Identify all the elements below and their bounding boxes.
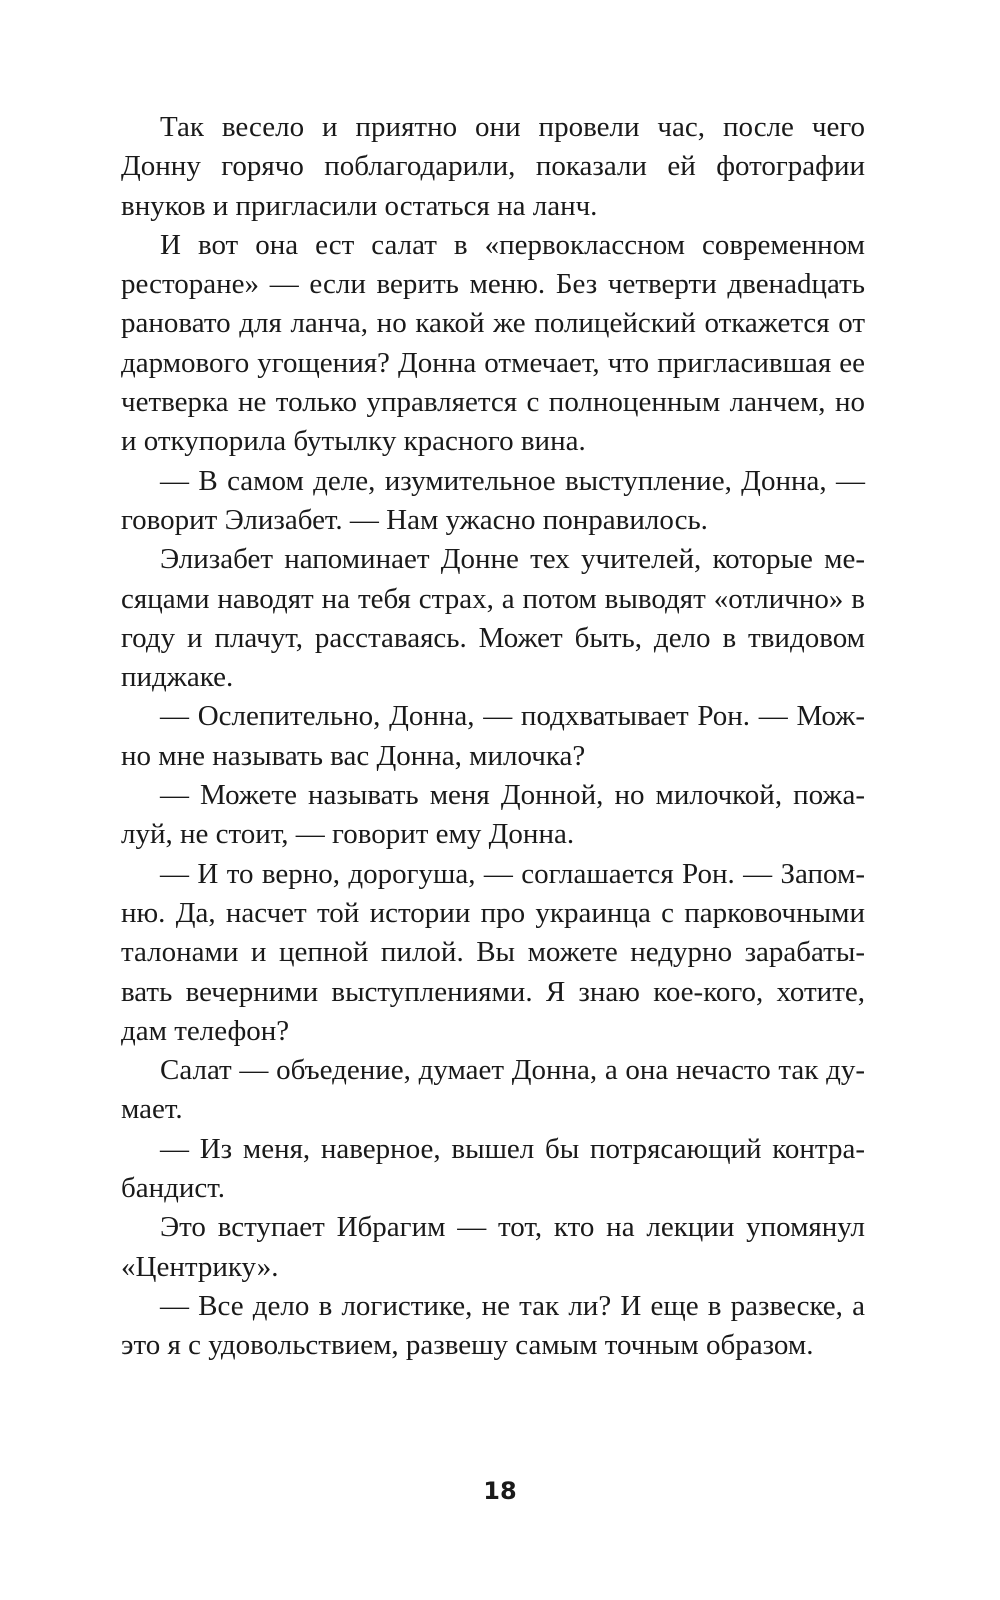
dialogue-paragraph: — В самом деле, изумительное выступление, Донна, — говорит Элизабет. — Нам ужасно понравилось. bbox=[121, 464, 865, 536]
dialogue-paragraph: — Ослепительно, Донна, — подхватывает Рон. — Можно мне называть вас Донна, милочка? bbox=[121, 700, 865, 772]
paragraph: Так весело и приятно они провели час, после чего Донну горячо поблагодарили, показали ей фотографии внуков и пригласили остаться на ланч. bbox=[121, 111, 865, 222]
dialogue-paragraph: — Можете называть меня Донной, но милочкой, пожалуй, не стоит, — говорит ему Донна. bbox=[121, 779, 865, 851]
paragraph: И вот она ест салат в «первоклассном современном ресторане» — если верить меню. Без четверти двенаdцать рановато для ланча, но какой же полицейский откажется от дармового угощения? Донна отмечает, что пригласившая ее четверка не только управляется с полноценным ланчем, но и откупорила бутылку красного вина. bbox=[121, 228, 865, 458]
paragraph: Это вступает Ибрагим — тот, кто на лекции упомянул «Центрику». bbox=[121, 1211, 865, 1283]
page-number: 18 bbox=[483, 1477, 517, 1505]
dialogue-paragraph: — Из меня, наверное, вышел бы потрясающий контрабандист. bbox=[121, 1132, 865, 1205]
paragraph: Салат — объедение, думает Донна, а она нечасто так думает. bbox=[121, 1054, 865, 1126]
dialogue-paragraph: — Все дело в логистике, не так ли? И еще в развеске, а это я с удовольствием, развешу самым точным образом. bbox=[121, 1289, 865, 1362]
paragraph: Элизабет напоминает Донне тех учителей, которые месяцами наводят на тебя страх, а потом выводят «отлично» в году и плачут, расставаясь. Может быть, дело в твидовом пиджаке. bbox=[121, 543, 865, 694]
body-text bbox=[121, 108, 865, 1366]
dialogue-paragraph: — И то верно, дорогуша, — соглашается Рон. — Запомню. Да, насчет той истории про украинца с парковочными талонами и цепной пилой. Вы можете недурно зарабатывать вечерними выступлениями. Я знаю кое-кого, хотите, дам телефон? bbox=[121, 857, 865, 1047]
